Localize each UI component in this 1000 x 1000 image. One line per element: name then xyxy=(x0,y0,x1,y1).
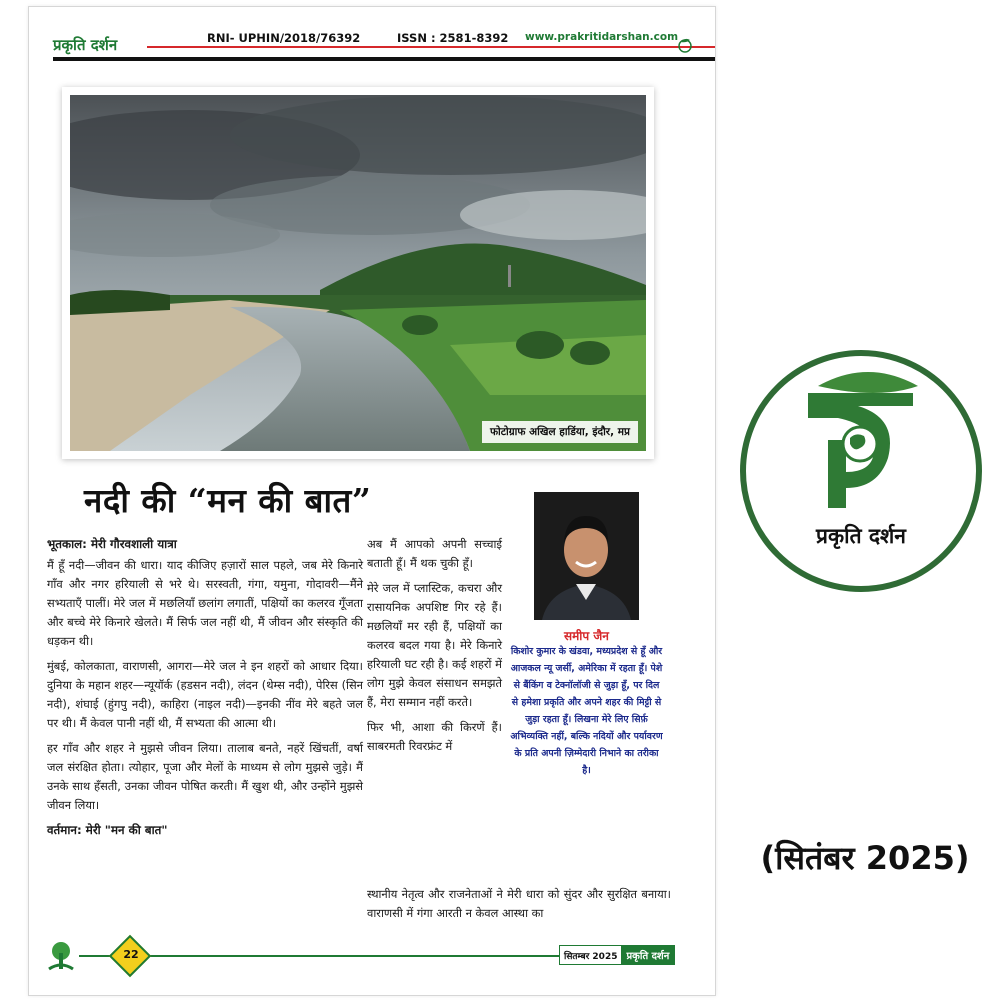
river-photo-frame xyxy=(62,87,654,459)
header-url[interactable]: www.prakritidarshan.com xyxy=(525,31,679,43)
paragraph: अब मैं आपको अपनी सच्चाई बताती हूँ। मैं थक चुकी हूँ। xyxy=(367,537,502,570)
leaf-icon xyxy=(677,37,693,53)
logo-text: प्रकृति दर्शन xyxy=(816,523,906,548)
author-bio: किशोर कुमार के खंडवा, मध्यप्रदेश से हूँ और आजकल न्यू जर्सी, अमेरिका में रहता हूँ। पेशे से बैंकिंग व टेक्नॉलॉजी से जुड़ा हूँ, पर दिल से हमेशा प्रकृति और अपने शहर की मिट्टी से जुड़ा रहता हूँ। लिखना मेरे लिए सिर्फ़ अभिव्यक्ति नहीं, बल्कि नदियों और पर्यावरण के प्रति अपनी ज़िम्मेदारी निभाने का तरीका है। xyxy=(510,646,663,776)
header-brand: प्रकृति दर्शन xyxy=(53,36,118,54)
paragraph: हर गाँव और शहर ने मुझसे जीवन लिया। तालाब बनते, नहरें खिंचतीं, वर्षा जल संरक्षित होता। त्योहार, पूजा और मेलों के माध्यम से लोग मुझसे जुड़े। मैं उनके साथ हँसती, उनका जीवन पोषित करती। मैं खुश थी, और उन्होंने मुझसे जीवन लिया। xyxy=(47,741,363,812)
footer-date: सितम्बर 2025 xyxy=(564,951,618,962)
section-heading-past: भूतकाल: मेरी गौरवशाली यात्रा xyxy=(47,537,177,551)
article-middle-column xyxy=(367,535,502,762)
footer-issue-tag xyxy=(559,945,675,965)
edition-label: (सितंबर 2025) xyxy=(760,839,970,877)
page-footer xyxy=(39,937,709,977)
tree-icon xyxy=(45,939,77,973)
paragraph: मैं हूँ नदी—जीवन की धारा। याद कीजिए हज़ारों साल पहले, जब मेरे किनारे गाँव और नगर हरियाली से भरे थे। सरस्वती, गंगा, यमुना, गोदावरी—मैंने सभ्यताएँ पालीं। मेरे जल में मछलियाँ छलांग लगातीं, पक्षियों का कलरव गूँजता और बच्चे मेरे किनारे खेलते। मैं सिर्फ जल नहीं थी, मैं जीवन और संस्कृति की धड़कन थी। xyxy=(47,558,363,648)
section-heading-present: वर्तमान: मेरी "मन की बात" xyxy=(47,823,168,837)
article-left-column xyxy=(47,535,363,842)
header-rni: RNI- UPHIN/2018/76392 xyxy=(207,31,361,45)
prakriti-darshan-logo xyxy=(738,348,984,594)
paragraph: मुंबई, कोलकाता, वाराणसी, आगरा—मेरे जल ने इन शहरों को आधार दिया। दुनिया के महान शहर—न्यूयॉर्क (हडसन नदी), लंदन (थेम्स नदी), पेरिस (सिन नदी), शंघाई (हुंगपु नदी), काहिरा (नाइल नदी)—इनकी नींव मेरे बहते जल पर थी। मैं केवल पानी नहीं थी, मैं सभ्यता की आत्मा थी। xyxy=(47,659,363,730)
magazine-page xyxy=(28,6,716,996)
article-title: नदी की “मन की बात” xyxy=(84,481,372,520)
header-red-rule xyxy=(147,46,716,48)
paragraph: फिर भी, आशा की किरणें हैं। साबरमती रिवरफ्रंट में xyxy=(367,720,502,753)
author-name: समीप जैन xyxy=(564,629,609,643)
page-header xyxy=(47,29,713,69)
author-photo xyxy=(534,492,639,620)
footer-brand: प्रकृति दर्शन xyxy=(621,946,674,964)
paragraph: मेरे जल में प्लास्टिक, कचरा और रासायनिक अपशिष्ट गिर रहे हैं। मछलियाँ मर रही हैं, पक्षियों का कलरव बदल गया है। मेरे किनारे हरियाली घट रही है। कई शहरों में लोग मुझे केवल संसाधन समझते हैं, मेरा सम्मान नहीं करते। xyxy=(367,581,502,709)
paragraph-continued: स्थानीय नेतृत्व और राजनेताओं ने मेरी धारा को सुंदर और सुरक्षित बनाया। वाराणसी में गंगा आरती न केवल आस्था का xyxy=(367,887,671,920)
page-number: 22 xyxy=(123,948,139,961)
river-landscape-photo xyxy=(70,95,646,451)
header-issn: ISSN : 2581-8392 xyxy=(397,31,509,45)
header-black-rule xyxy=(53,57,716,61)
photo-caption: फोटोग्राफ अखिल हाडिंया, इंदौर, मप्र xyxy=(482,421,638,443)
